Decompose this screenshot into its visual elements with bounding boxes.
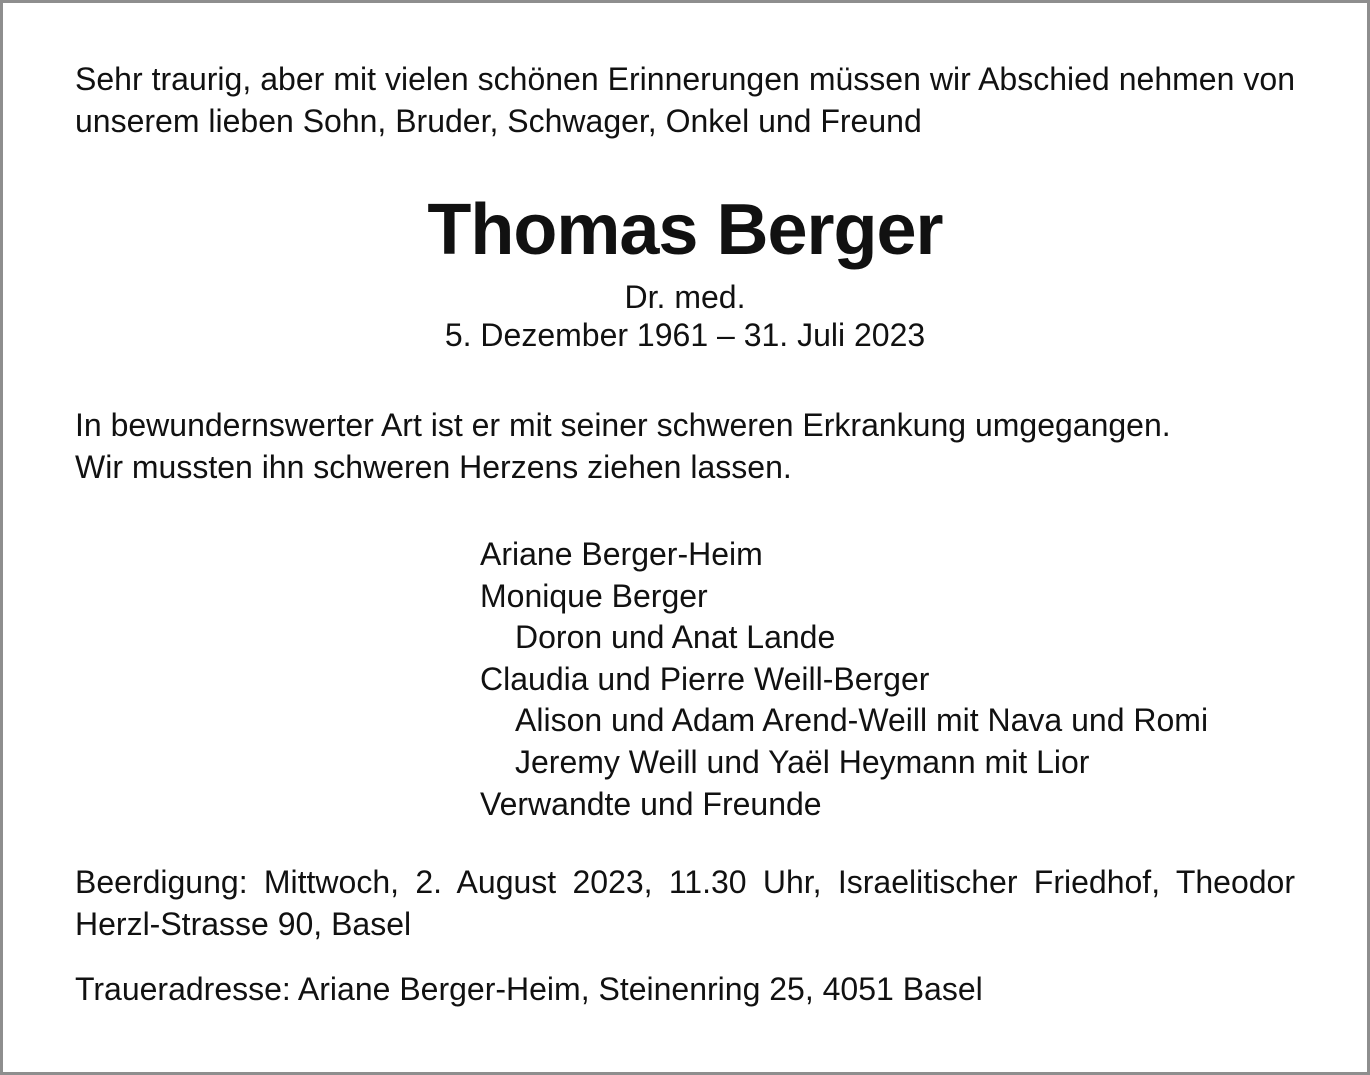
mourner: Claudia und Pierre Weill-Berger xyxy=(480,660,930,697)
mourner: Verwandte und Freunde xyxy=(480,785,822,822)
tribute-line-1: In bewundernswerter Art ist er mit seiner schweren Erkrankung umgegangen. xyxy=(75,407,1171,443)
life-dates: 5. Dezember 1961 – 31. Juli 2023 xyxy=(444,317,926,353)
mourner: Doron und Anat Lande xyxy=(515,619,836,656)
mourning-address: Traueradresse: Ariane Berger-Heim, Steinenring 25, 4051 Basel xyxy=(75,971,983,1007)
mourner: Jeremy Weill und Yaël Heymann mit Lior xyxy=(515,743,1090,780)
mourner: Ariane Berger-Heim xyxy=(480,536,763,572)
tribute-line-2: Wir mussten ihn schweren Herzens ziehen lassen. xyxy=(75,449,792,485)
mourner: Alison und Adam Arend-Weill mit Nava und Romi xyxy=(515,702,1209,739)
mourner: Monique Berger xyxy=(480,577,708,614)
mourners-list xyxy=(480,534,1208,825)
intro-text: Sehr traurig, aber mit vielen schönen Erinnerungen müssen wir Abschied nehmen von unserem lieben Sohn, Bruder, Schwager, Onkel und Freund xyxy=(75,61,1295,139)
funeral-info: Beerdigung: Mittwoch, 2. August 2023, 11.30 Uhr, Israelitischer Friedhof, Theodor Herzl-Strasse 90, Basel xyxy=(75,864,1295,942)
deceased-title: Dr. med. xyxy=(624,279,746,315)
deceased-name: Thomas Berger xyxy=(427,190,943,270)
